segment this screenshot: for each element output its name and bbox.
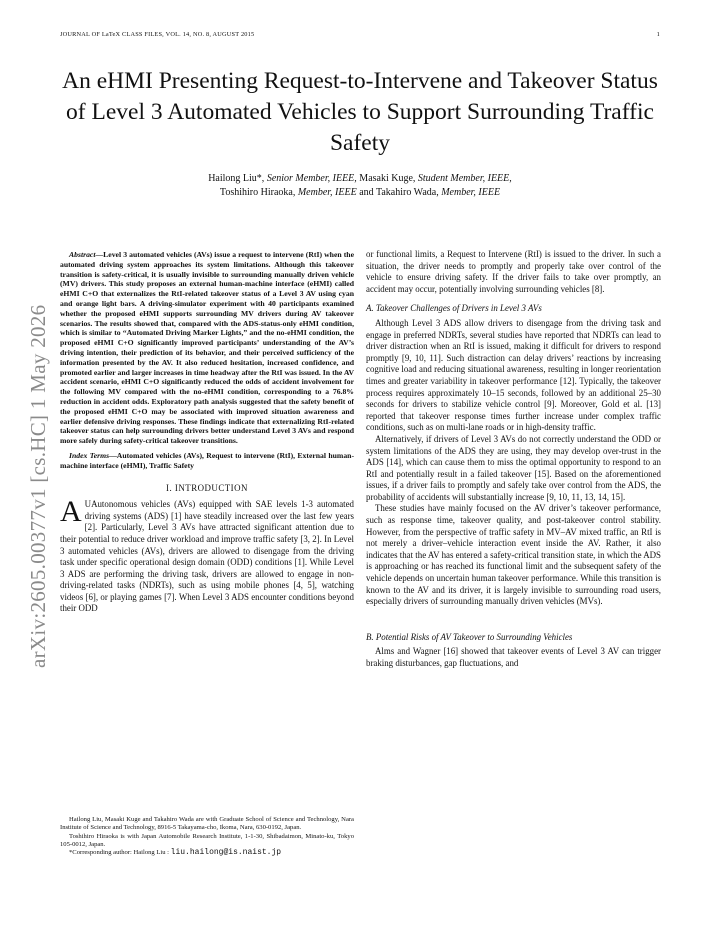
page-number: 1 [656, 31, 660, 38]
author-wada: and Takahiro Wada, [359, 187, 439, 198]
intro-paragraph-1-text: UAutonomous vehicles (AVs) equipped with SAE levels 1-3 automated driving systems (ADS) [1] have steadily increased over the last few years [2]. Particularly, Level 3 AVs have attracted significant attention due to their potential to reduce driver workload and improve traffic safety [3, 2]. In Level 3 automated vehicles (AVs), drivers are allowed to disengage from the driving task under specific operational design domain (ODD) conditions [1]. While Level 3 ADS are performing the driving task, drivers are allowed to engage in non-driving-related tasks (NDRTs), such as using mobile phones [4, 5], watching videos [6], or playing games [7]. When Level 3 ADS encounter conditions beyond their ODD [60, 499, 354, 614]
intro-paragraph-1 [60, 495, 354, 615]
author-role: Senior Member, IEEE, [266, 173, 357, 184]
author-hiraoka: Toshihiro Hiraoka, [219, 187, 296, 198]
subsection-heading-a: A. Takeover Challenges of Drivers in Level 3 AVs [366, 303, 542, 314]
footnote-corresponding-label: *Corresponding author: Hailong Liu : [69, 849, 169, 857]
subsection-heading-b: B. Potential Risks of AV Takeover to Surrounding Vehicles [366, 631, 573, 642]
footnote-affiliation-1: Hailong Liu, Masaki Kuge and Takahiro Wada are with Graduate School of Science and Technology, Nara Institute of Science and Technology, 8916-5 Takayama-cho, Ikoma, Nara, 630-0192, Japan. [60, 816, 354, 832]
author-list [60, 172, 660, 200]
author-line-1 [60, 172, 660, 186]
arxiv-watermark: arXiv:2605.00377v1 [cs.HC] 1 May 2026 [26, 304, 50, 668]
author-kuge: Masaki Kuge, [359, 173, 416, 184]
footnote-affiliation-2: Toshihiro Hiraoka is with Japan Automobile Research Institute, 1-1-30, Shibadaimon, Minato-ku, Tokyo 105-0012, Japan. [60, 832, 354, 848]
author-role: Student Member, IEEE, [417, 173, 512, 184]
subsection-a-paragraph-3: These studies have mainly focused on the AV driver’s takeover performance, such as response time, takeover quality, and post-takeover control stability. However, from the perspective of traffic safety in MV–AV mixed traffic, an RtI is not merely a driver–vehicle interaction event inside the AV. Rather, it also indicates that the AV has entered a safety-critical transition state, in which the ADS is approaching or has reached its functional limit and the subsequent safety of the vehicle depends on uncertain human takeover performance. While this transition is known to the AV and its driver, it is largely invisible to surrounding road users, especially drivers of surrounding manually driven vehicles (MVs). [366, 503, 661, 607]
section-heading-introduction: I. INTRODUCTION [166, 482, 248, 493]
footnotes [60, 816, 354, 857]
index-terms-lead: Index Terms [69, 450, 110, 460]
author-role: Member, IEEE [297, 187, 357, 198]
footnote-corresponding [60, 849, 354, 857]
subsection-a-paragraph-2: Alternatively, if drivers of Level 3 AVs do not correctly understand the ODD or system limitations of the ADS they are using, they may develop over-trust in the ADS [14], which can cause them to miss the optimal opportunity to respond to an RtI and potentially result in a failed takeover [15]. Based on the aforementioned issues, if a driver fails to promptly and safely take over control from the ADS, the probability of accidents will substantially increase [9, 10, 11, 13, 14, 15]. [366, 433, 661, 502]
author-liu: Hailong Liu*, [208, 173, 265, 184]
right-column [366, 249, 661, 670]
spacer [366, 608, 661, 624]
author-role: Member, IEEE [441, 187, 501, 198]
journal-name: JOURNAL OF LaTeX CLASS FILES, VOL. 14, NO. 8, AUGUST 2015 [60, 31, 255, 38]
index-terms-text: —Automated vehicles (AVs), Request to intervene (RtI), External human-machine interface (eHMI), Traffic Safety [60, 450, 355, 470]
subsection-b-paragraph-1: Alms and Wagner [16] showed that takeover events of Level 3 AV can trigger braking disturbances, gap fluctuations, and [366, 646, 661, 668]
drop-cap: A [60, 495, 82, 529]
abstract-lead: Abstract [69, 250, 96, 259]
abstract-text: —Level 3 automated vehicles (AVs) issue a request to intervene (RtI) when the automated driving system approaches its system limitations. Although this takeover transition is safety-critical, it is usually invisible to surrounding manually driven vehicle (MV) drivers. This study proposes an external human-machine interface (eHMI) called eHMI C+O that externalizes the RtI-related takeover status of a Level 3 AV using cyan and orange light bars. A driving-simulator experiment with 40 participants examined whether the proposed eHMI supports surrounding MV drivers during AV takeover scenarios. The results showed that, compared with the ADS-status-only eHMI condition, which is similar to “Automated Driving Marker Lights,” and the no-eHMI condition, the proposed eHMI C+O significantly improved participants’ understanding of the AV’s driving intention, their prediction of its behavior, and their perceived sufficiency of the information presented by the AV. It also reduced hesitation, increased confidence, and promoted earlier and larger increases in time headway after the RtI was issued. In the AV accident scenario, eHMI C+O significantly reduced the odds of accident involvement for the following MV compared with the no-eHMI condition, corresponding to a 76.8% reduction in accident odds. Exploratory path analysis suggested that the safety benefit of the proposed eHMI C+O may be associated with improved situation awareness and earlier defensive driving responses. These findings indicate that externalizing RtI-related takeover status can help surrounding drivers better understand Level 3 AVs and respond more safely during safety-critical takeover transitions. [60, 250, 354, 446]
index-terms [60, 451, 354, 471]
subsection-a-paragraph-1: Although Level 3 ADS allow drivers to disengage from the driving task and engage in preferred NDRTs, several studies have reported that NDRTs can lead to driver distraction when an RtI is issued, making it difficult for drivers to respond promptly [9, 10, 11]. Such distraction can delay drivers’ reactions by increasing cognitive load and reducing situational awareness, resulting in longer reorientation times and greater variability in takeover performance [12]. Typically, the takeover process requires approximately 10–15 seconds, followed by an additional 25–30 seconds for drivers to stabilize vehicle control [9]. Moreover, Gold et al. [13] reported that takeover response times further increase under complex traffic conditions, such as on multi-lane roads or in high-density traffic. [366, 317, 661, 433]
intro-paragraph-1-continued: or functional limits, a Request to Intervene (RtI) is issued to the driver. In such a situation, the driver needs to promptly and properly take over control of the vehicle to ensure driving safety. If the driver fails to take over promptly, an accident may occur, potentially involving surrounding vehicles [8]. [366, 249, 661, 294]
author-line-2 [60, 186, 660, 200]
abstract [60, 250, 354, 446]
left-column [60, 250, 354, 615]
running-header [60, 31, 660, 41]
corresponding-email: liu.hailong@is.naist.jp [170, 848, 282, 858]
paper-title: An eHMI Presenting Request-to-Intervene and Takeover Status of Level 3 Automated Vehicles to Support Surrounding Traffic Safety [62, 68, 658, 156]
